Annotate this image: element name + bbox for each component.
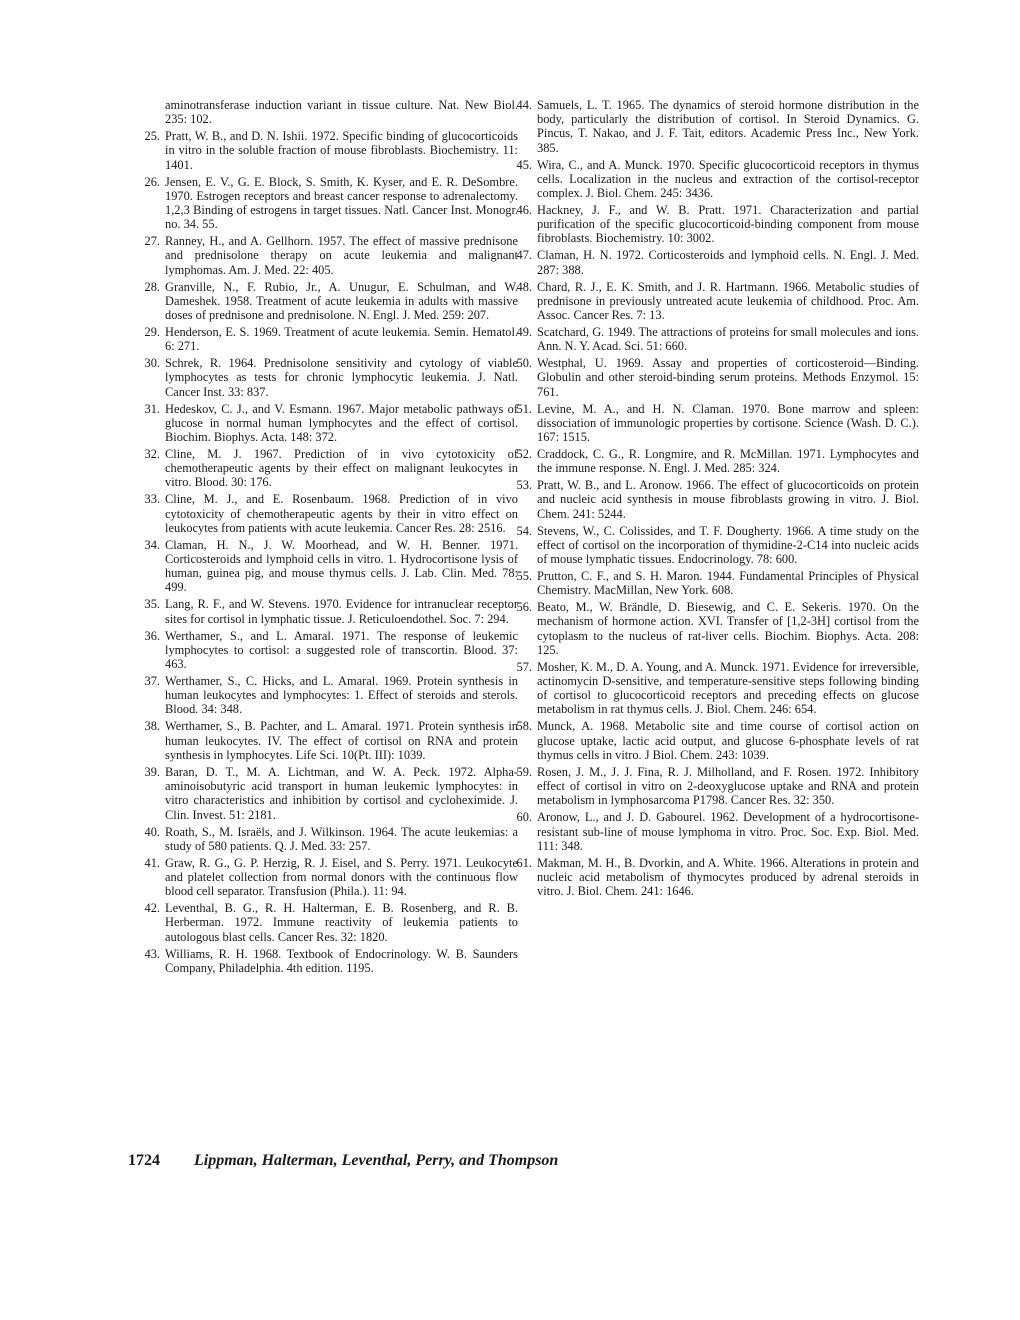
reference-entry xyxy=(144,537,518,595)
reference-number: 60. xyxy=(516,810,532,825)
reference-entry xyxy=(144,279,518,323)
reference-text: Munck, A. 1968. Metabolic site and time course of cortisol action on glucose uptake, lactic acid output, and glucose 6-phosphate levels of rat thymus cells in vitro. J Biol. Chem. 243: 1039. xyxy=(537,719,919,762)
reference-number: 46. xyxy=(516,203,532,218)
reference-entry xyxy=(144,855,518,899)
reference-entry xyxy=(144,824,518,853)
reference-text: Wira, C., and A. Munck. 1970. Specific glucocorticoid receptors in thymus cells. Localization in the nucleus and extraction of the cortisol-receptor complex. J. Biol. Chem. 245: 3436. xyxy=(537,157,919,201)
reference-entry xyxy=(516,600,919,657)
page-footer xyxy=(128,1152,558,1170)
reference-number: 48. xyxy=(516,279,532,294)
reference-text: Beato, M., W. Brändle, D. Biesewig, and C. E. Sekeris. 1970. On the mechanism of hormone action. XVI. Transfer of [1,2-3H] cortisol from the cytoplasm to the nucleus of rat-liver cells. Biochim. Biophys. Acta. 208: 125. xyxy=(537,600,919,657)
reference-entry xyxy=(516,401,919,445)
reference-number: 35. xyxy=(144,597,160,612)
reference-entry xyxy=(144,401,518,445)
reference-text: Pratt, W. B., and D. N. Ishii. 1972. Specific binding of glucocorticoids in vitro in the soluble fraction of mouse fibroblasts. Biochemistry. 11: 1401. xyxy=(165,129,518,172)
reference-number: 47. xyxy=(516,248,532,263)
reference-text: Cline, M. J. 1967. Prediction of in vivo cytotoxicity of chemotherapeutic agents by their effect on malignant leukocytes in vitro. Blood. 30: 176. xyxy=(165,447,518,490)
reference-entry xyxy=(144,356,518,399)
reference-entry xyxy=(516,719,919,762)
reference-number: 52. xyxy=(516,447,532,462)
reference-text: Leventhal, B. G., R. H. Halterman, E. B. Rosenberg, and R. B. Herberman. 1972. Immune reactivity of leukemia patients to autologous blast cells. Cancer Res. 32: 1820. xyxy=(165,901,518,944)
reference-entry xyxy=(516,659,919,717)
reference-number: 53. xyxy=(516,478,532,493)
reference-entry xyxy=(144,719,518,762)
reference-number: 41. xyxy=(144,855,160,870)
reference-number: 34. xyxy=(144,537,160,552)
reference-text: Ranney, H., and A. Gellhorn. 1957. The effect of massive prednisone and prednisolone therapy on acute leukemia and malignant lymphomas. Am. J. Med. 22: 405. xyxy=(165,234,518,277)
reference-text: Claman, H. N. 1972. Corticosteroids and lymphoid cells. N. Engl. J. Med. 287: 388. xyxy=(537,248,919,277)
reference-text: Westphal, U. 1969. Assay and properties of corticosteroid—Binding. Globulin and other steroid-binding serum proteins. Methods Enzymol. 15: 761. xyxy=(537,356,919,399)
reference-text: Cline, M. J., and E. Rosenbaum. 1968. Prediction of in vivo cytotoxicity of chemotherapeutic agents by their in vitro effect on leukocytes from patients with acute leukemia. Cancer Res. 28: 2516. xyxy=(165,492,518,535)
reference-text: Mosher, K. M., D. A. Young, and A. Munck. 1971. Evidence for irreversible, actinomycin D-sensitive, and temperature-sensitive steps following binding of cortisol to glucocorticoid receptors and preceding effects on glucose metabolism in rat thymus cells. J. Biol. Chem. 246: 654. xyxy=(537,659,919,717)
reference-entry xyxy=(516,569,919,598)
reference-text: Claman, H. N., J. W. Moorhead, and W. H. Benner. 1971. Corticosteroids and lymphoid cells in vitro. 1. Hydrocortisone lysis of human, guinea pig, and mouse thymus cells. J. Lab. Clin. Med. 78: 499. xyxy=(165,537,518,595)
reference-text: Schrek, R. 1964. Prednisolone sensitivity and cytology of viable lymphocytes as tests for chronic lymphocytic leukemia. J. Natl. Cancer Inst. 33: 837. xyxy=(165,356,518,399)
reference-text: Rosen, J. M., J. J. Fina, R. J. Milholland, and F. Rosen. 1972. Inhibitory effect of cortisol in vitro on 2-deoxyglucose uptake and RNA and protein metabolism in lymphosarcoma P1798. Cancer Res. 32: 350. xyxy=(537,764,919,808)
reference-column-right xyxy=(516,98,919,901)
reference-number: 56. xyxy=(516,600,532,615)
reference-entry xyxy=(144,764,518,822)
reference-text: Pratt, W. B., and L. Aronow. 1966. The effect of glucocorticoids on protein and nucleic acid synthesis in mouse fibroblasts growing in vitro. J. Biol. Chem. 241: 5244. xyxy=(537,478,919,521)
reference-entry xyxy=(516,810,919,853)
reference-entry xyxy=(144,325,518,354)
reference-column-left xyxy=(144,98,518,978)
reference-entry xyxy=(516,248,919,277)
reference-number: 45. xyxy=(516,157,532,172)
reference-entry xyxy=(516,203,919,246)
reference-number: 55. xyxy=(516,569,532,584)
reference-text: Henderson, E. S. 1969. Treatment of acute leukemia. Semin. Hematol. 6: 271. xyxy=(165,325,518,354)
reference-text: Aronow, L., and J. D. Gabourel. 1962. Development of a hydrocortisone-resistant sub-line of mouse lymphoma in vitro. Proc. Soc. Exp. Biol. Med. 111: 348. xyxy=(537,810,919,853)
reference-text: Hedeskov, C. J., and V. Esmann. 1967. Major metabolic pathways of glucose in normal human lymphocytes and the effect of cortisol. Biochim. Biophys. Acta. 148: 372. xyxy=(165,401,518,445)
reference-entry xyxy=(144,174,518,232)
reference-entry xyxy=(516,478,919,521)
reference-entry xyxy=(144,901,518,944)
reference-number: 59. xyxy=(516,764,532,779)
reference-entry xyxy=(516,764,919,808)
reference-text: Werthamer, S., B. Pachter, and L. Amaral. 1971. Protein synthesis in human leukocytes. IV. The effect of cortisol on RNA and protein synthesis in lymphocytes. Life Sci. 10(Pt. III): 1039. xyxy=(165,719,518,762)
reference-number: 61. xyxy=(516,855,532,870)
reference-text: Craddock, C. G., R. Longmire, and R. McMillan. 1971. Lymphocytes and the immune response. N. Engl. J. Med. 285: 324. xyxy=(537,447,919,476)
reference-entry xyxy=(144,946,518,975)
reference-entry xyxy=(516,325,919,354)
reference-number: 58. xyxy=(516,719,532,734)
reference-text: Chard, R. J., E. K. Smith, and J. R. Hartmann. 1966. Metabolic studies of prednisone in previously untreated acute leukemia of childhood. Proc. Am. Assoc. Cancer Res. 7: 13. xyxy=(537,279,919,323)
reference-entry xyxy=(516,356,919,399)
reference-number: 51. xyxy=(516,401,532,416)
reference-entry xyxy=(516,157,919,201)
reference-number: 39. xyxy=(144,764,160,779)
reference-text: Lang, R. F., and W. Stevens. 1970. Evidence for intranuclear receptor sites for cortisol in lymphatic tissue. J. Reticuloendothel. Soc. 7: 294. xyxy=(165,597,518,626)
reference-text: Hackney, J. F., and W. B. Pratt. 1971. Characterization and partial purification of the specific glucocorticoid-binding component from mouse fibroblasts. Biochemistry. 10: 3002. xyxy=(537,203,919,246)
reference-number: 40. xyxy=(144,824,160,839)
reference-number: 32. xyxy=(144,447,160,462)
reference-entry xyxy=(516,447,919,476)
reference-number: 42. xyxy=(144,901,160,916)
reference-entry xyxy=(144,597,518,626)
reference-entry xyxy=(144,628,518,672)
running-authors: Lippman, Halterman, Leventhal, Perry, and Thompson xyxy=(194,1152,559,1169)
reference-text: Baran, D. T., M. A. Lichtman, and W. A. Peck. 1972. Alpha-aminoisobutyric acid transport in human leukemic lymphocytes: in vitro characteristics and inhibition by cortisol and cycloheximide. J. Clin. Invest. 51: 2181. xyxy=(165,764,518,822)
reference-number: 29. xyxy=(144,325,160,340)
reference-number: 27. xyxy=(144,234,160,249)
reference-number: 54. xyxy=(516,523,532,538)
reference-entry xyxy=(516,523,919,567)
reference-number: 57. xyxy=(516,659,532,674)
reference-text: Roath, S., M. Israëls, and J. Wilkinson. 1964. The acute leukemias: a study of 580 patients. Q. J. Med. 33: 257. xyxy=(165,824,518,853)
reference-number: 43. xyxy=(144,946,160,961)
reference-text: Levine, M. A., and H. N. Claman. 1970. Bone marrow and spleen: dissociation of immunologic properties by cortisone. Science (Wash. D. C.). 167: 1515. xyxy=(537,401,919,445)
reference-number: 31. xyxy=(144,401,160,416)
reference-text: Werthamer, S., and L. Amaral. 1971. The response of leukemic lymphocytes to cortisol: a suggested role of transcortin. Blood. 37: 463. xyxy=(165,628,518,672)
reference-number: 50. xyxy=(516,356,532,371)
reference-text: Granville, N., F. Rubio, Jr., A. Unugur, E. Schulman, and W. Dameshek. 1958. Treatment of acute leukemia in adults with massive doses of prednisone and prednisolone. N. Engl. J. Med. 259: 207. xyxy=(165,279,518,323)
reference-number: 33. xyxy=(144,492,160,507)
reference-text: Scatchard, G. 1949. The attractions of proteins for small molecules and ions. Ann. N. Y. Acad. Sci. 51: 660. xyxy=(537,325,919,354)
reference-text: Stevens, W., C. Colissides, and T. F. Dougherty. 1966. A time study on the effect of cortisol on the incorporation of thymidine-2-C14 into nucleic acids of mouse lymphatic tissues. Endocrinology. 78: 600. xyxy=(537,523,919,567)
reference-text: Jensen, E. V., G. E. Block, S. Smith, K. Kyser, and E. R. DeSombre. 1970. Estrogen receptors and breast cancer response to adrenalectomy. 1,2,3 Binding of estrogens in target tissues. Natl. Cancer Inst. Monogr. no. 34. 55. xyxy=(165,174,518,232)
reference-number: 36. xyxy=(144,628,160,643)
reference-number: 38. xyxy=(144,719,160,734)
page-number: 1724 xyxy=(128,1152,160,1169)
reference-entry xyxy=(516,279,919,323)
reference-number: 25. xyxy=(144,129,160,144)
reference-text: Samuels, L. T. 1965. The dynamics of steroid hormone distribution in the body, particularly the distribution of cortisol. In Steroid Dynamics. G. Pincus, T. Nakao, and J. F. Tait, editors. Academic Press Inc., New York. 385. xyxy=(537,98,919,155)
reference-entry xyxy=(516,98,919,155)
reference-text: Makman, M. H., B. Dvorkin, and A. White. 1966. Alterations in protein and nucleic acid metabolism of thymocytes produced by adrenal steroids in vitro. J. Biol. Chem. 241: 1646. xyxy=(537,855,919,899)
reference-text: Williams, R. H. 1968. Textbook of Endocrinology. W. B. Saunders Company, Philadelphia. 4th edition. 1195. xyxy=(165,946,518,975)
reference-number: 49. xyxy=(516,325,532,340)
reference-entry xyxy=(516,855,919,899)
reference-text: aminotransferase induction variant in tissue culture. Nat. New Biol. 235: 102. xyxy=(165,98,518,127)
reference-entry xyxy=(165,98,518,126)
reference-number: 26. xyxy=(144,174,160,189)
reference-entry xyxy=(144,234,518,277)
reference-number: 30. xyxy=(144,356,160,371)
reference-text: Prutton, C. F., and S. H. Maron. 1944. Fundamental Principles of Physical Chemistry. MacMillan, New York. 608. xyxy=(537,569,919,598)
reference-number: 28. xyxy=(144,279,160,294)
reference-entry xyxy=(144,129,518,172)
reference-number: 44. xyxy=(516,98,532,112)
reference-entry xyxy=(144,447,518,490)
reference-text: Werthamer, S., C. Hicks, and L. Amaral. 1969. Protein synthesis in human leukocytes and lymphocytes: 1. Effect of steroids and sterols. Blood. 34: 348. xyxy=(165,674,518,717)
reference-entry xyxy=(144,492,518,535)
reference-entry xyxy=(144,674,518,717)
reference-number: 37. xyxy=(144,674,160,689)
reference-text: Graw, R. G., G. P. Herzig, R. J. Eisel, and S. Perry. 1971. Leukocyte and platelet collection from normal donors with the continuous flow blood cell separator. Transfusion (Phila.). 11: 94. xyxy=(165,855,518,899)
